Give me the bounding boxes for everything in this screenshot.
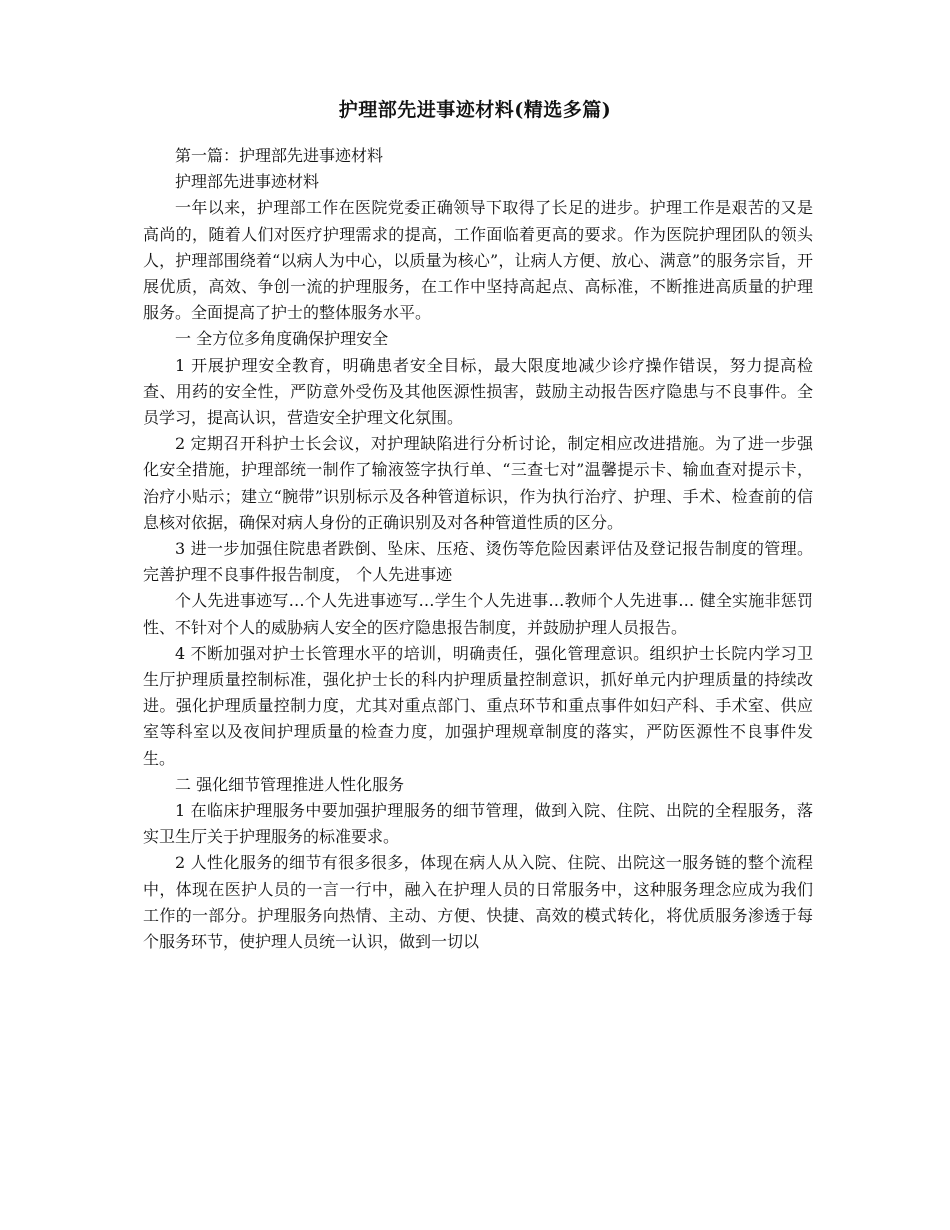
section-heading-service: 二 强化细节管理推进人性化服务 [175, 774, 405, 794]
paragraph-intro: 一年以来，护理部工作在医院党委正确领导下取得了长足的进步。护理工作是艰苦的又是高尚的，随着人们对医疗护理需求的提高，工作面临着更高的要求。作为医院护理团队的领头人，护理部围绕着“以病人为中心，以质量为核心”，让病人方便、放心、满意”的服务宗旨，开展优质，高效、争创一流的护理服务，在工作中坚持高起点、高标准，不断推进高质量的护理服务。全面提高了护士的整体服务水平。 [143, 198, 813, 323]
paragraph-chapter-heading: 第一篇：护理部先进事迹材料 [175, 146, 384, 165]
section-heading-safety: 一 全方位多角度确保护理安全 [175, 329, 389, 349]
paragraph-safety-4: 4 不断加强对护士长管理水平的培训，明确责任，强化管理意识。组织护士长院内学习卫生厅护理质量控制标准，强化护士长的科内护理质量控制意识，抓好单元内护理质量的持续改进。强化护理质量控制力度，尤其对重点部门、重点环节和重点事件如妇产科、手术室、供应室等科室以及夜间护理质量的检查力度，加强护理规章制度的落实，严防医源性不良事件发生。 [143, 643, 813, 768]
paragraph-service-1: 1 在临床护理服务中要加强护理服务的细节管理，做到入院、住院、出院的全程服务，落实卫生厅关于护理服务的标准要求。 [143, 801, 813, 847]
paragraph-safety-1: 1 开展护理安全教育，明确患者安全目标，最大限度地减少诊疗操作错误，努力提高检查、用药的安全性，严防意外受伤及其他医源性损害，鼓励主动报告医疗隐患与不良事件。全员学习，提高认识，营造安全护理文化氛围。 [143, 355, 813, 428]
paragraph-safety-2: 2 定期召开科护士长会议，对护理缺陷进行分析讨论，制定相应改进措施。为了进一步强化安全措施，护理部统一制作了输液签字执行单、“三查七对”温馨提示卡、输血查对提示卡，治疗小贴示；建立“腕带”识别标示及各种管道标识，作为执行治疗、护理、手术、检查前的信息核对依据，确保对病人身份的正确识别及对各种管道性质的区分。 [143, 434, 813, 532]
document-title: 护理部先进事迹材料(精选多篇) [338, 99, 612, 121]
paragraph-subtitle: 护理部先进事迹材料 [175, 172, 320, 192]
document-body [143, 143, 813, 955]
paragraph-service-2: 2 人性化服务的细节有很多很多，体现在病人从入院、住院、出院这一服务链的整个流程中，体现在医护人员的一言一行中，融入在护理人员的日常服务中，这种服务理念应成为我们工作的一部分。护理服务向热情、主动、方便、快捷、高效的模式转化，将优质服务渗透于每个服务环节，使护理人员统一认识，做到一切以 [143, 853, 813, 952]
paragraph-safety-3: 3 进一步加强住院患者跌倒、坠床、压疮、烫伤等危险因素评估及登记报告制度的管理。完善护理不良事件报告制度， 个人先进事迹 [143, 539, 813, 585]
paragraph-safety-3-cont: 个人先进事迹写…个人先进事迹写…学生个人先进事…教师个人先进事… 健全实施非惩罚性、不针对个人的威胁病人安全的医疗隐患报告制度，并鼓励护理人员报告。 [143, 591, 813, 637]
